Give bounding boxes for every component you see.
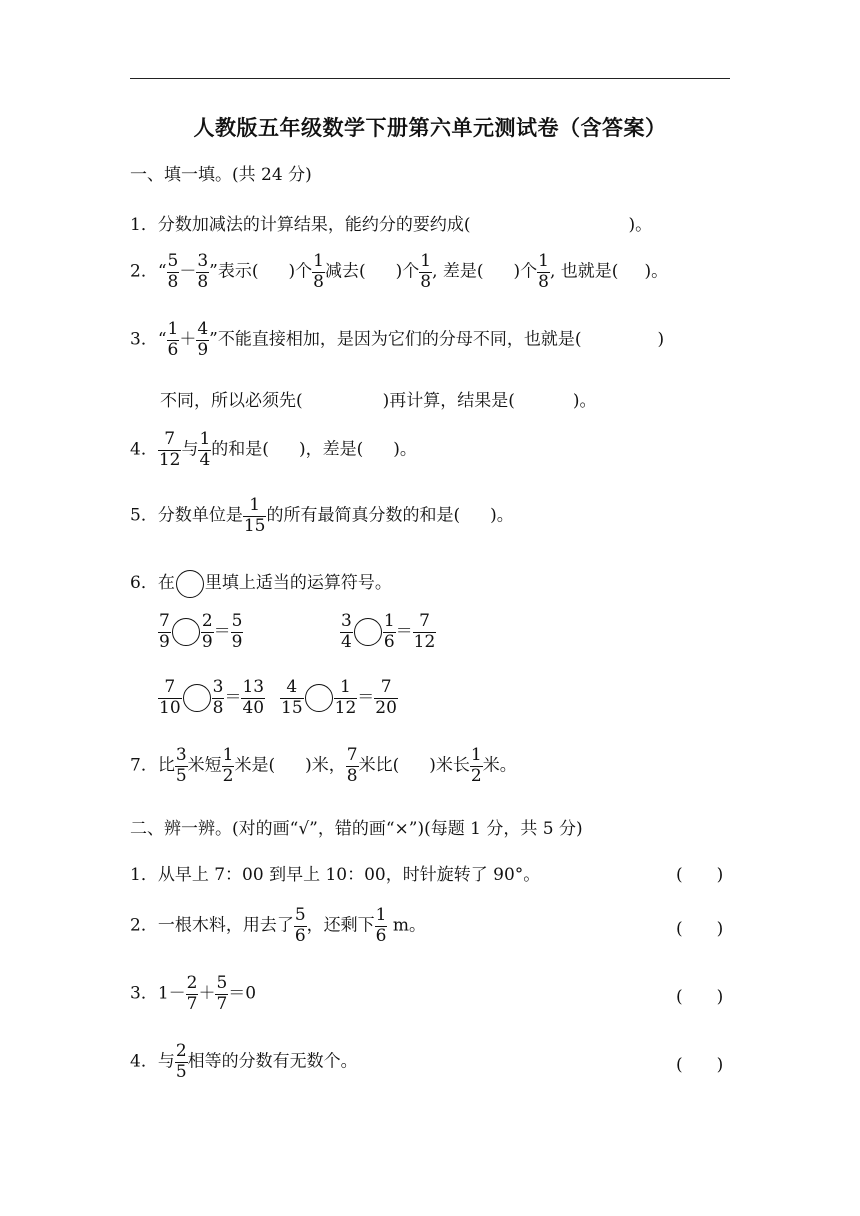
fraction: $\frac{5}{6}$ (294, 905, 306, 946)
fraction: $\frac{2}{5}$ (175, 1041, 187, 1082)
question-1-4: 4． $\frac{7}{12}$ 与 $\frac{1}{4}$ 的和是( )，差是( )。 (130, 429, 417, 470)
question-2-4: 4．与 $\frac{2}{5}$ 相等的分数有无数个。 (130, 1041, 358, 1082)
blank-circle[interactable] (183, 684, 211, 712)
fraction: $\frac{5}{8}$ (167, 251, 179, 292)
q6-expr-2: $\frac{3}{4}$ $\frac{1}{6}$ ＝ $\frac{7}{12}$ (341, 611, 436, 652)
fraction: $\frac{1}{2}$ (470, 745, 482, 786)
blank-circle[interactable] (305, 684, 333, 712)
fraction: $\frac{1}{8}$ (420, 251, 432, 292)
question-1-6: 6．在 里填上适当的运算符号。 (130, 568, 392, 598)
section-1-header: 一、填一填。(共 24 分) (130, 165, 312, 185)
fraction: $\frac{3}{5}$ (175, 745, 187, 786)
answer-paren-2[interactable]: ( ) (676, 919, 724, 939)
header-rule (130, 78, 730, 79)
question-1-3-cont: 不同，所以必须先( )再计算，结果是( )。 (160, 391, 597, 411)
blank-circle[interactable] (176, 570, 204, 598)
fraction: $\frac{1}{6}$ (375, 905, 387, 946)
fraction: $\frac{2}{7}$ (186, 973, 198, 1014)
blank-circle[interactable] (172, 618, 200, 646)
answer-paren-4[interactable]: ( ) (676, 1055, 724, 1075)
fraction: $\frac{1}{6}$ (167, 319, 179, 360)
fraction: $\frac{1}{8}$ (313, 251, 324, 292)
fraction: $\frac{1}{15}$ (243, 495, 266, 536)
question-2-1: 1．从早上 7：00 到早上 10：00，时针旋转了 90°。 (130, 865, 541, 885)
page-title: 人教版五年级数学下册第六单元测试卷（含答案） (193, 115, 667, 140)
q6-expr-1: $\frac{7}{9}$ $\frac{2}{9}$ ＝ $\frac{5}{9}$ (159, 611, 243, 652)
fraction: $\frac{5}{7}$ (216, 973, 228, 1014)
fraction: $\frac{3}{8}$ (197, 251, 209, 292)
q6-expr-3: $\frac{7}{10}$ $\frac{3}{8}$ ＝ $\frac{13}{40}$ (159, 677, 265, 718)
question-1-5: 5．分数单位是 $\frac{1}{15}$ 的所有最简真分数的和是( )。 (130, 495, 514, 536)
section-2-header: 二、辨一辨。(对的画“√”，错的画“×”)(每题 1 分，共 5 分) (130, 819, 583, 839)
fraction: $\frac{7}{8}$ (346, 745, 358, 786)
question-1-7: 7．比 $\frac{3}{5}$ 米短 $\frac{1}{2}$ 米是( )米， $\frac{7}{8}$ 米比( )米长 $\frac{1}{2}$ 米。 (130, 745, 517, 786)
fraction: $\frac{4}{9}$ (197, 319, 209, 360)
blank-circle[interactable] (354, 618, 382, 646)
answer-paren-3[interactable]: ( ) (676, 987, 724, 1007)
fraction: $\frac{1}{2}$ (222, 745, 234, 786)
fraction: $\frac{1}{4}$ (199, 429, 211, 470)
q6-expr-4: $\frac{4}{15}$ $\frac{1}{12}$ ＝ $\frac{7}{20}$ (281, 677, 397, 718)
question-2-3: 3．1－ $\frac{2}{7}$ ＋ $\frac{5}{7}$ ＝0 (130, 973, 257, 1014)
question-1-3: 3．“ $\frac{1}{6}$ ＋ $\frac{4}{9}$ ”不能直接相加，是因为它们的分母不同，也就是( ) (130, 319, 665, 360)
fraction: $\frac{7}{12}$ (158, 429, 181, 470)
question-1-2: 2．“ $\frac{5}{8}$ － $\frac{3}{8}$ ”表示( )个 $\frac{1}{8}$ 减去( )个 $\frac{1}{8}$ , 差是( )个 $\frac{1}{8}$ , 也就是( )。 (130, 251, 669, 292)
question-2-2: 2．一根木料，用去了 $\frac{5}{6}$ ，还剩下 $\frac{1}{6}$ m。 (130, 905, 427, 946)
answer-paren-1[interactable]: ( ) (676, 865, 724, 885)
question-1-1: 1．分数加减法的计算结果，能约分的要约成( )。 (130, 215, 653, 235)
fraction: $\frac{1}{8}$ (538, 251, 549, 292)
